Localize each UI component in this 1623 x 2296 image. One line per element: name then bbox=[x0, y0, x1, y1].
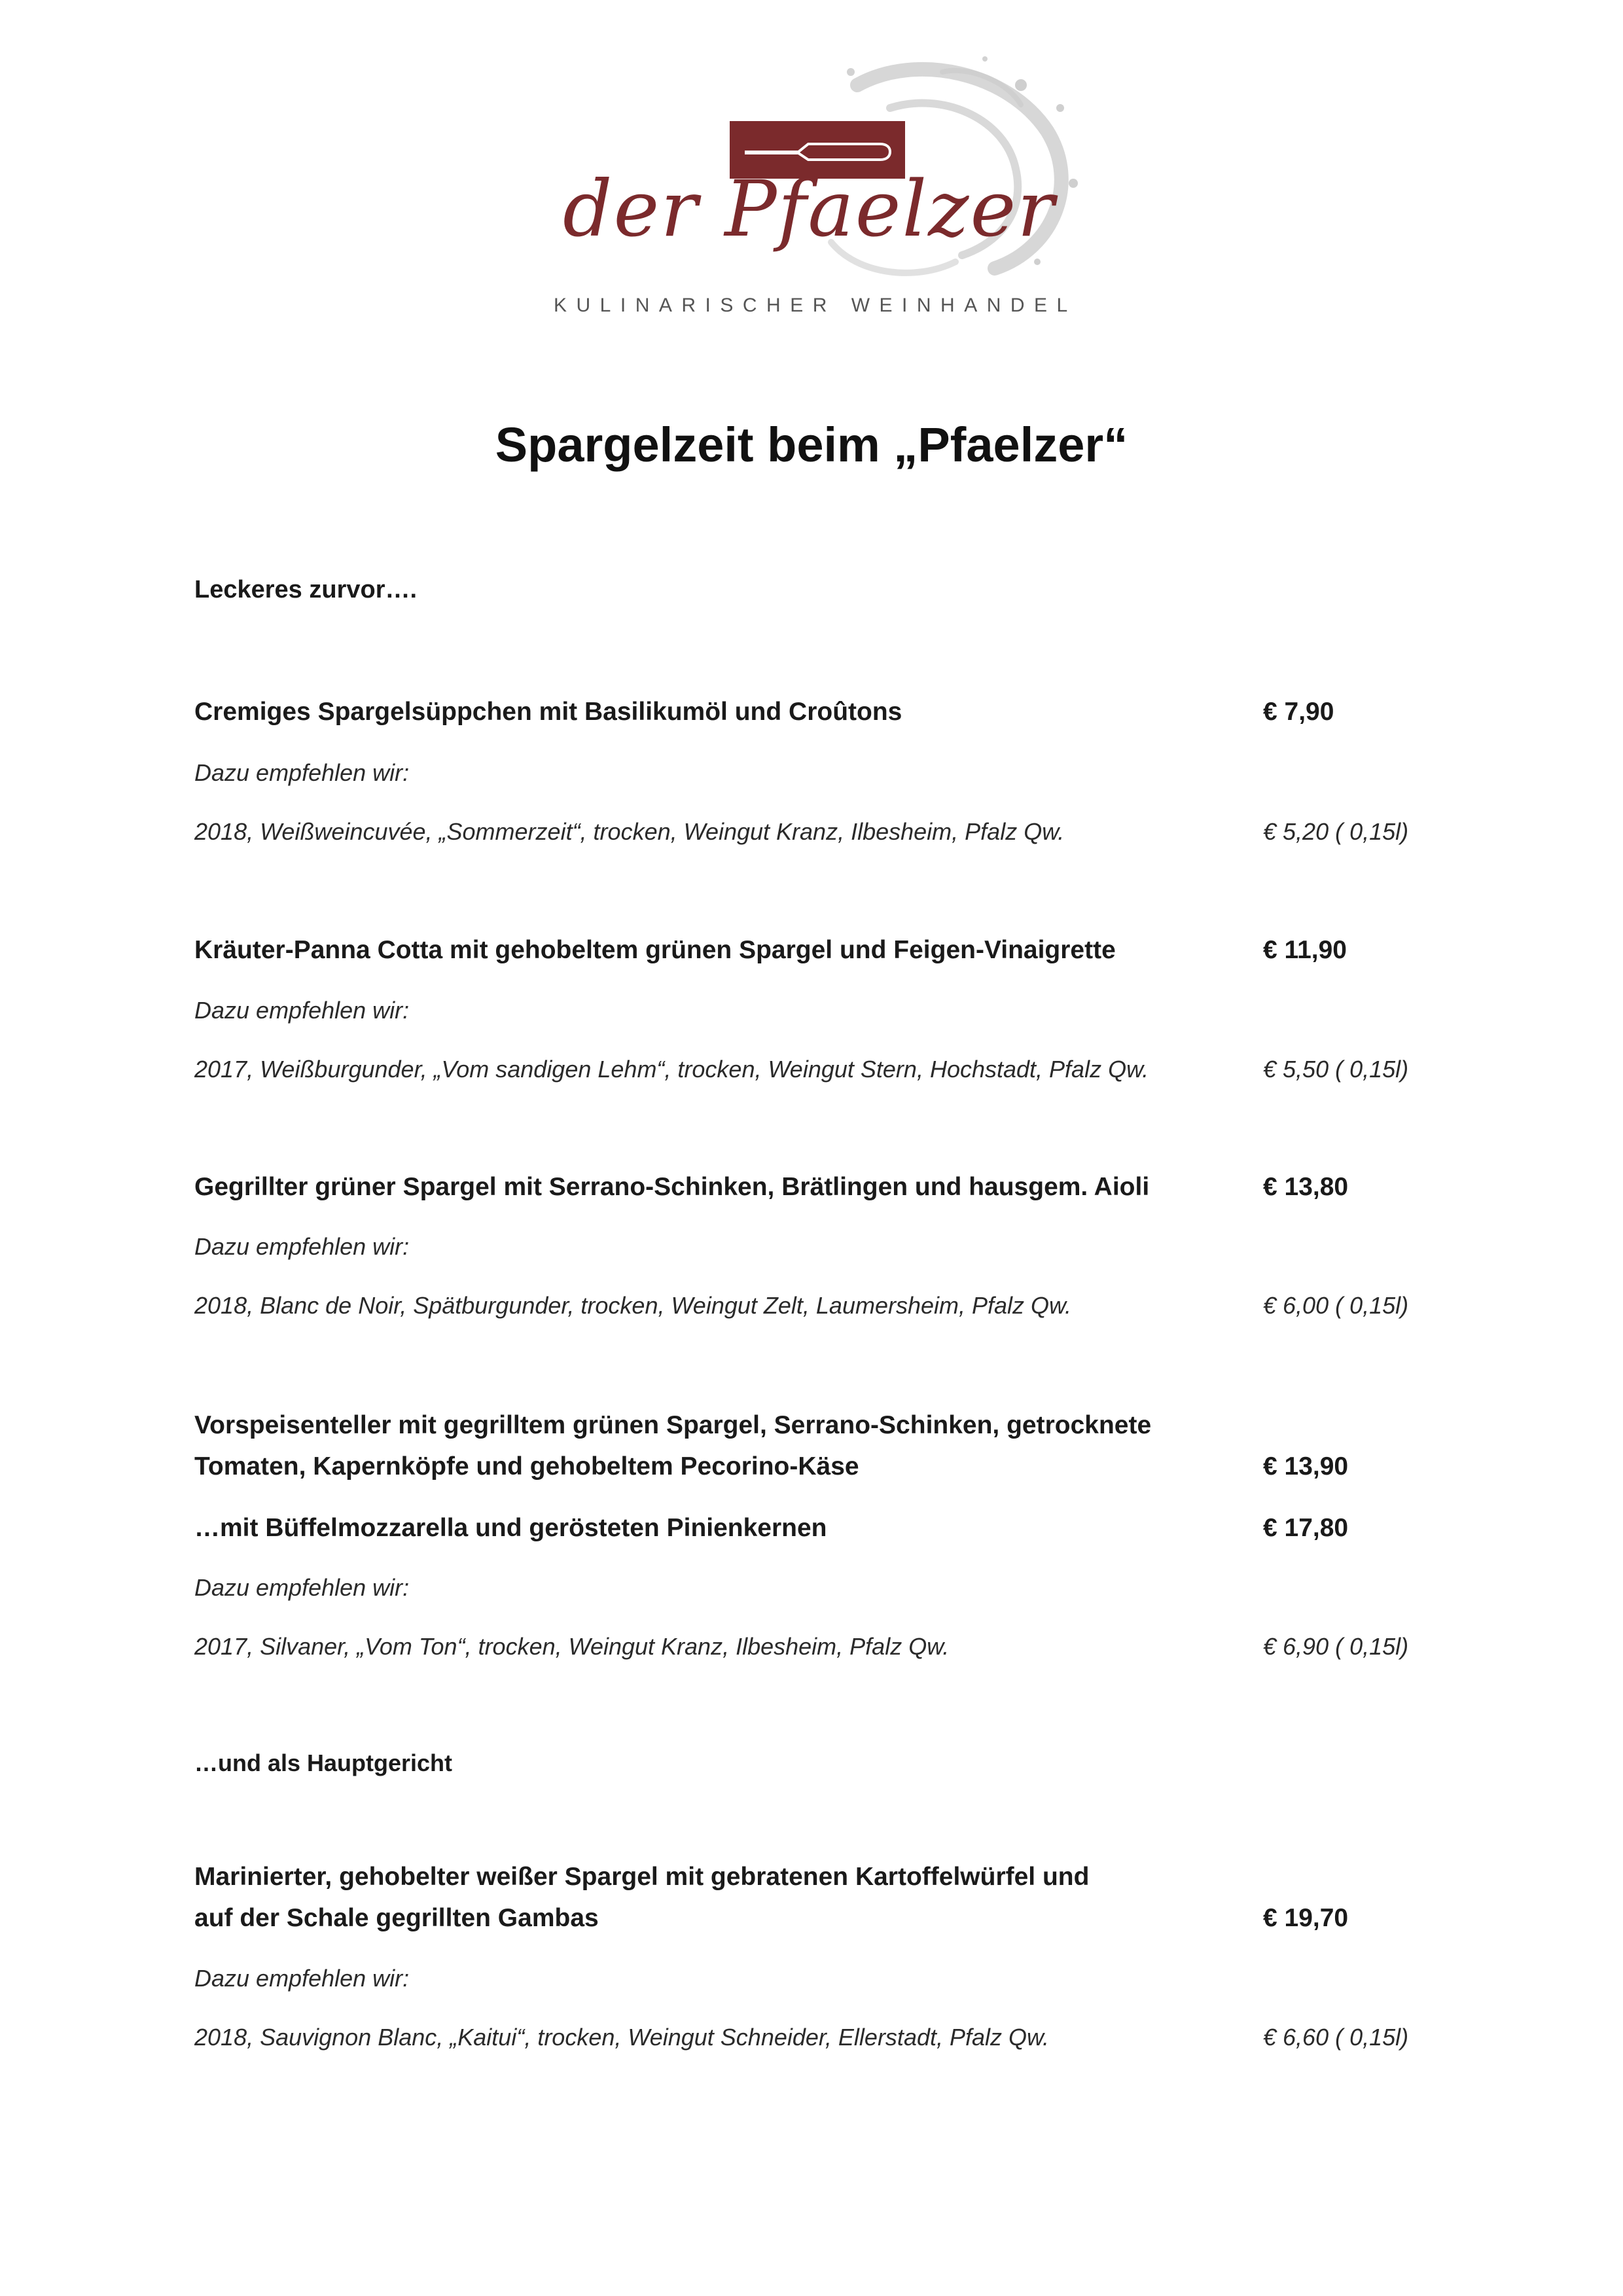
section-heading-starters: Leckeres zurvor…. bbox=[194, 576, 418, 603]
dish-variant: …mit Büffelmozzarella und gerösteten Pinienkernen bbox=[194, 1514, 827, 1542]
section-heading-mains: …und als Hauptgericht bbox=[194, 1749, 453, 1776]
wine-pairing: 2018, Sauvignon Blanc, „Kaitui“, trocken, Weingut Schneider, Ellerstadt, Pfalz Qw. bbox=[194, 2024, 1050, 2051]
dish-name: Cremiges Spargelsüppchen mit Basilikumöl und Croûtons bbox=[194, 698, 902, 726]
dish-price: € 13,90 bbox=[1263, 1452, 1349, 1480]
wine-pairing: 2018, Weißweincuvée, „Sommerzeit“, trocken, Weingut Kranz, Ilbesheim, Pfalz Qw. bbox=[194, 818, 1065, 845]
dish-name: Kräuter-Panna Cotta mit gehobeltem grünen Spargel und Feigen-Vinaigrette bbox=[194, 936, 1116, 964]
dish-variant-price: € 17,80 bbox=[1263, 1514, 1349, 1542]
dish-price: € 11,90 bbox=[1263, 936, 1347, 964]
dish-name: Gegrillter grüner Spargel mit Serrano-Schinken, Brätlingen und hausgem. Aioli bbox=[194, 1173, 1150, 1201]
recommendation-label: Dazu empfehlen wir: bbox=[194, 997, 410, 1024]
dish-name-line-2: auf der Schale gegrillten Gambas bbox=[194, 1904, 599, 1932]
page-title: Spargelzeit beim „Pfaelzer“ bbox=[495, 418, 1128, 472]
logo-graphic bbox=[550, 46, 1093, 295]
logo bbox=[550, 46, 1093, 334]
dish-name-line-1: Vorspeisenteller mit gegrilltem grünen Spargel, Serrano-Schinken, getrocknete bbox=[194, 1411, 1152, 1439]
recommendation-label: Dazu empfehlen wir: bbox=[194, 1233, 410, 1260]
recommendation-label: Dazu empfehlen wir: bbox=[194, 1574, 410, 1601]
dish-price: € 19,70 bbox=[1263, 1904, 1349, 1932]
wine-pairing: 2017, Silvaner, „Vom Ton“, trocken, Weingut Kranz, Ilbesheim, Pfalz Qw. bbox=[194, 1633, 950, 1660]
wine-pairing: 2017, Weißburgunder, „Vom sandigen Lehm“, trocken, Weingut Stern, Hochstadt, Pfalz Qw. bbox=[194, 1056, 1149, 1083]
logo-tagline: KULINARISCHER WEINHANDEL bbox=[554, 295, 1077, 316]
dish-price: € 7,90 bbox=[1263, 698, 1334, 726]
dish-name-line-1: Marinierter, gehobelter weißer Spargel mit gebratenen Kartoffelwürfel und bbox=[194, 1863, 1090, 1891]
recommendation-label: Dazu empfehlen wir: bbox=[194, 759, 410, 786]
logo-wordmark: der Pfaelzer bbox=[563, 164, 1056, 254]
wine-price: € 6,60 ( 0,15l) bbox=[1263, 2024, 1409, 2051]
wine-price: € 6,90 ( 0,15l) bbox=[1263, 1633, 1409, 1660]
recommendation-label: Dazu empfehlen wir: bbox=[194, 1965, 410, 1992]
dish-name-line-2: Tomaten, Kapernköpfe und gehobeltem Pecorino-Käse bbox=[194, 1452, 859, 1480]
wine-price: € 5,20 ( 0,15l) bbox=[1263, 818, 1409, 845]
wine-price: € 5,50 ( 0,15l) bbox=[1263, 1056, 1409, 1083]
dish-price: € 13,80 bbox=[1263, 1173, 1349, 1201]
wine-price: € 6,00 ( 0,15l) bbox=[1263, 1292, 1409, 1319]
wine-pairing: 2018, Blanc de Noir, Spätburgunder, trocken, Weingut Zelt, Laumersheim, Pfalz Qw. bbox=[194, 1292, 1072, 1319]
